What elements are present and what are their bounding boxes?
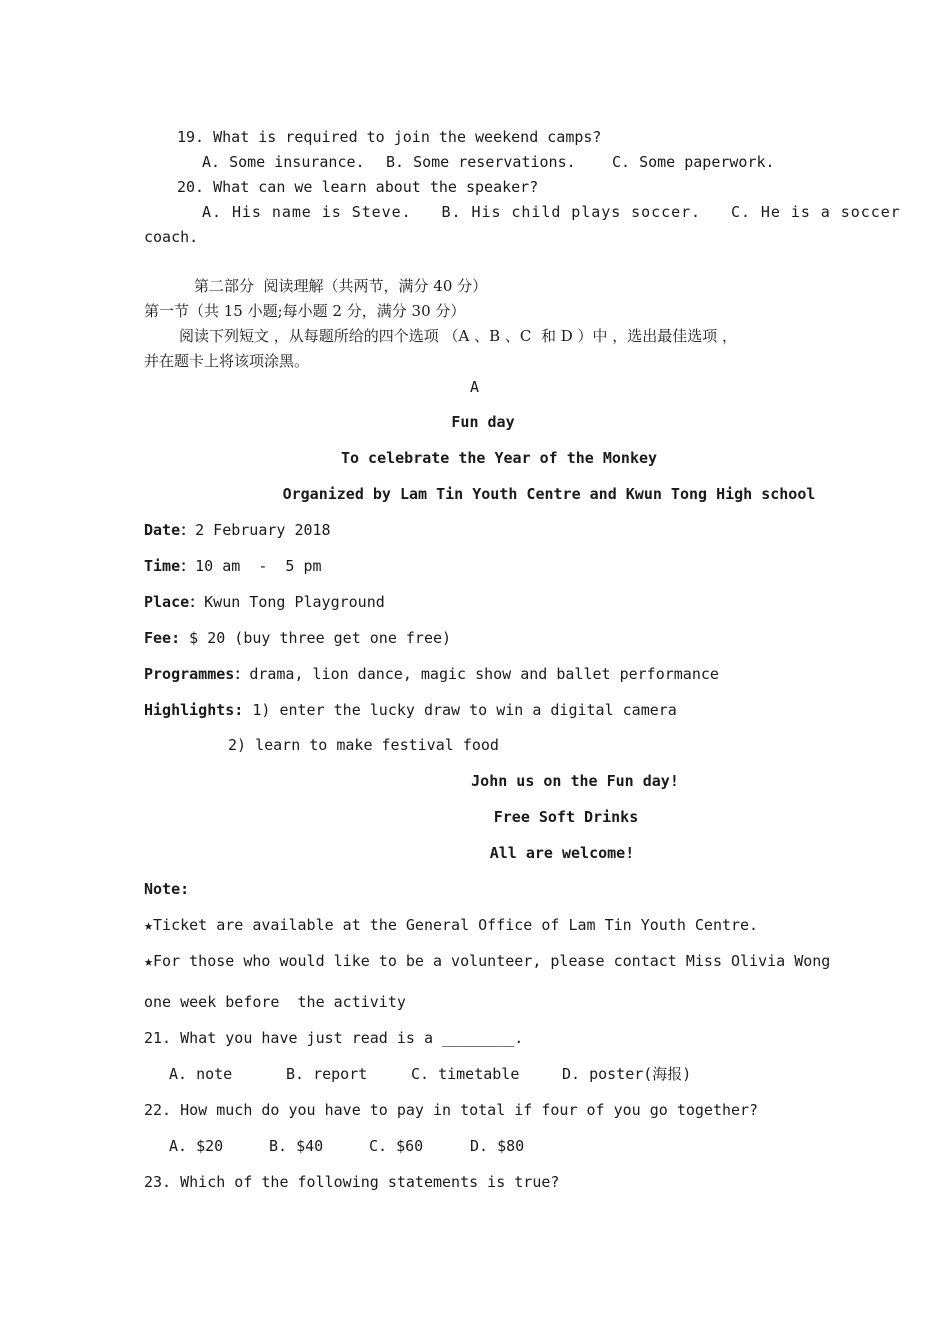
fee-label: Fee: (144, 629, 181, 647)
q19-option-b: B. Some reservations. (386, 153, 576, 171)
section-subheading: 第一节（共 15 小题;每小题 2 分，满分 30 分） (144, 302, 466, 320)
q20-options-continued: coach. (144, 228, 199, 246)
q19-option-c: C. Some paperwork. (612, 153, 775, 171)
poster-title: Fun day (451, 413, 515, 431)
highlights-label: Highlights: (144, 701, 244, 719)
instructions-line-1: 阅读下列短文 ，从每题所给的四个选项 （A 、B 、C 和 D ）中 ，选出最佳选项 ， (179, 327, 738, 345)
time-value: 10 am - 5 pm (195, 557, 322, 575)
date-line (144, 520, 331, 540)
passage-letter: A (470, 378, 480, 396)
instructions-line-2: 并在题卡上将该项涂黑。 (144, 352, 310, 370)
highlights-line (144, 700, 677, 720)
programmes-value: drama, lion dance, magic show and ballet performance (249, 665, 719, 683)
place-line (144, 592, 385, 612)
free-drinks-line: Free Soft Drinks (493, 808, 639, 826)
q21-option-b: B. report (286, 1065, 368, 1083)
q22-option-d: D. $80 (470, 1137, 525, 1155)
q20-options: A. His name is Steve. B. His child plays soccer. C. He is a soccer (202, 203, 901, 221)
place-label: Place： (144, 593, 205, 611)
poster-organizer: Organized by Lam Tin Youth Centre and Kwun Tong High school (282, 485, 816, 503)
q21-option-c: C. timetable (411, 1065, 520, 1083)
poster-subtitle: To celebrate the Year of the Monkey (340, 449, 658, 467)
date-label: Date： (144, 521, 196, 539)
join-line: John us on the Fun day! (471, 772, 679, 790)
q22-option-a: A. $20 (169, 1137, 224, 1155)
q21-option-a: A. note (169, 1065, 233, 1083)
q21-option-d: D. poster(海报) (562, 1065, 692, 1083)
time-label: Time： (144, 557, 196, 575)
note-2: ★For those who would like to be a volunteer, please contact Miss Olivia Wong (144, 952, 831, 970)
highlight-1: 1) enter the lucky draw to win a digital camera (243, 701, 677, 719)
q22-option-b: B. $40 (269, 1137, 324, 1155)
question-23: 23. Which of the following statements is true? (144, 1173, 560, 1191)
fee-line (144, 628, 451, 648)
time-line (144, 556, 322, 576)
welcome-line: All are welcome! (489, 844, 635, 862)
programmes-line (144, 664, 719, 684)
note-2-continued: one week before the activity (144, 993, 406, 1011)
question-22: 22. How much do you have to pay in total if four of you go together? (144, 1101, 759, 1119)
section-heading: 第二部分 阅读理解（共两节，满分 40 分） (194, 277, 488, 295)
note-1: ★Ticket are available at the General Office of Lam Tin Youth Centre. (144, 916, 759, 934)
place-value: Kwun Tong Playground (204, 593, 385, 611)
question-20: 20. What can we learn about the speaker? (177, 178, 539, 196)
q19-option-a: A. Some insurance. (202, 153, 365, 171)
highlight-2: 2) learn to make festival food (228, 736, 499, 754)
note-label: Note: (144, 880, 190, 898)
fee-value: $ 20 (buy three get one free) (180, 629, 452, 647)
programmes-label: Programmes： (144, 665, 250, 683)
q22-option-c: C. $60 (369, 1137, 424, 1155)
date-value: 2 February 2018 (195, 521, 331, 539)
question-19: 19. What is required to join the weekend camps? (177, 128, 602, 146)
question-21: 21. What you have just read is a ________. (144, 1029, 524, 1047)
